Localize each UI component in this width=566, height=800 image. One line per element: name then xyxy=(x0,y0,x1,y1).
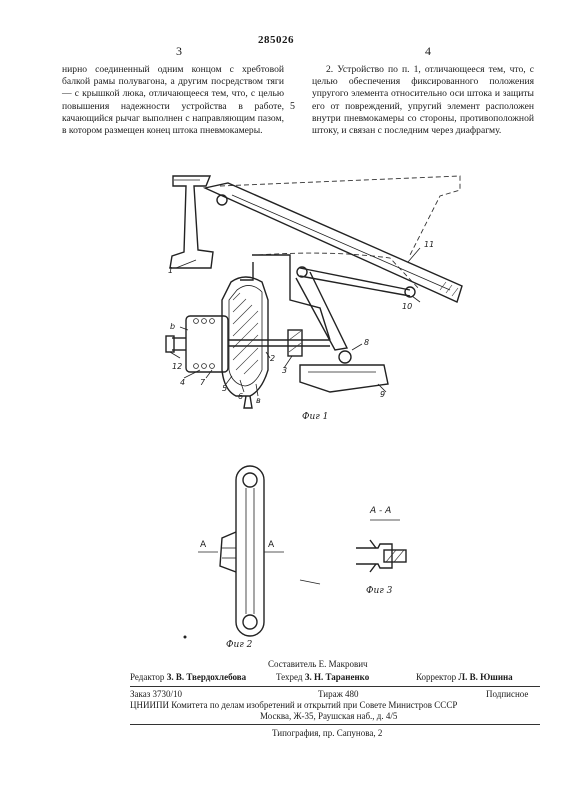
corrector-name: Л. В. Юшина xyxy=(458,672,513,682)
label-b: b xyxy=(170,322,176,331)
address-line: Москва, Ж-35, Раушская наб., д. 4/5 xyxy=(260,711,398,721)
label-7: 7 xyxy=(200,378,206,387)
label-8: 8 xyxy=(364,338,370,347)
label-10: 10 xyxy=(402,302,413,311)
footer-rule-top xyxy=(130,686,540,687)
section-mark-right: А xyxy=(268,540,275,550)
patent-number: 285026 xyxy=(258,34,294,46)
label-11: 11 xyxy=(424,240,435,249)
left-column-paragraph: нирно соединенный одним концом с хребтовой балкой рамы полувагона, а другим посредством тяги — с крышкой люка, отличающееся тем, что, с целью повышения надежности устройства в работе, качающийся рычаг выполнен с направляющим пазом, в котором размещен конец штока пневмокамеры. xyxy=(62,64,284,137)
techred-label: Техред xyxy=(276,672,303,682)
label-4: 4 xyxy=(180,378,186,387)
corrector-line xyxy=(416,672,513,682)
right-column-paragraph: 2. Устройство по п. 1, отличающееся тем, что, с целью обеспечения фиксированного положения упругого элемента относительно оси штока и защиты его от повреждений, упругий элемент расположен внутри пневмокамеры со стороны, противоположной штоку, и связан с последним через диафрагму. xyxy=(312,64,534,137)
editor-line xyxy=(130,672,246,682)
ink-dot xyxy=(184,636,187,639)
compiler-line: Составитель Е. Макрович xyxy=(268,659,368,669)
figure-1-caption: Фиг 1 xyxy=(302,412,329,422)
figure-3-drawing xyxy=(356,520,406,572)
editor-name: З. В. Твердохлебова xyxy=(166,672,247,682)
section-mark-left: А xyxy=(200,540,207,550)
page-number-left: 3 xyxy=(176,44,182,58)
line-number-marker: 5 xyxy=(290,101,295,112)
editor-label: Редактор xyxy=(130,672,165,682)
label-2: 2 xyxy=(270,354,276,363)
techred-name: З. Н. Тараненко xyxy=(304,672,370,682)
label-3: 3 xyxy=(282,366,288,375)
footer-rule-bottom xyxy=(130,724,540,725)
subscription: Подписное xyxy=(486,689,529,699)
label-v: в xyxy=(256,396,261,405)
circulation: Тираж 480 xyxy=(318,689,359,699)
label-1: 1 xyxy=(168,266,174,275)
section-title: А - А xyxy=(370,506,392,516)
label-12: 12 xyxy=(172,362,183,371)
techred-line xyxy=(276,672,369,682)
corrector-label: Корректор xyxy=(416,672,457,682)
figure-1-drawing xyxy=(166,176,462,408)
page-number-right: 4 xyxy=(425,44,431,58)
institute-line: ЦНИИПИ Комитета по делам изобретений и открытий при Совете Министров СССР xyxy=(130,700,458,710)
label-5: 5 xyxy=(222,384,228,393)
label-6: 6 xyxy=(238,392,244,401)
label-9: 9 xyxy=(380,390,386,399)
figure-2-caption: Фиг 2 xyxy=(226,640,253,650)
figure-2-drawing xyxy=(198,466,320,636)
printing-line: Типография, пр. Сапунова, 2 xyxy=(272,728,383,738)
figure-3-caption: Фиг 3 xyxy=(366,586,393,596)
order-number: Заказ 3730/10 xyxy=(130,689,183,699)
